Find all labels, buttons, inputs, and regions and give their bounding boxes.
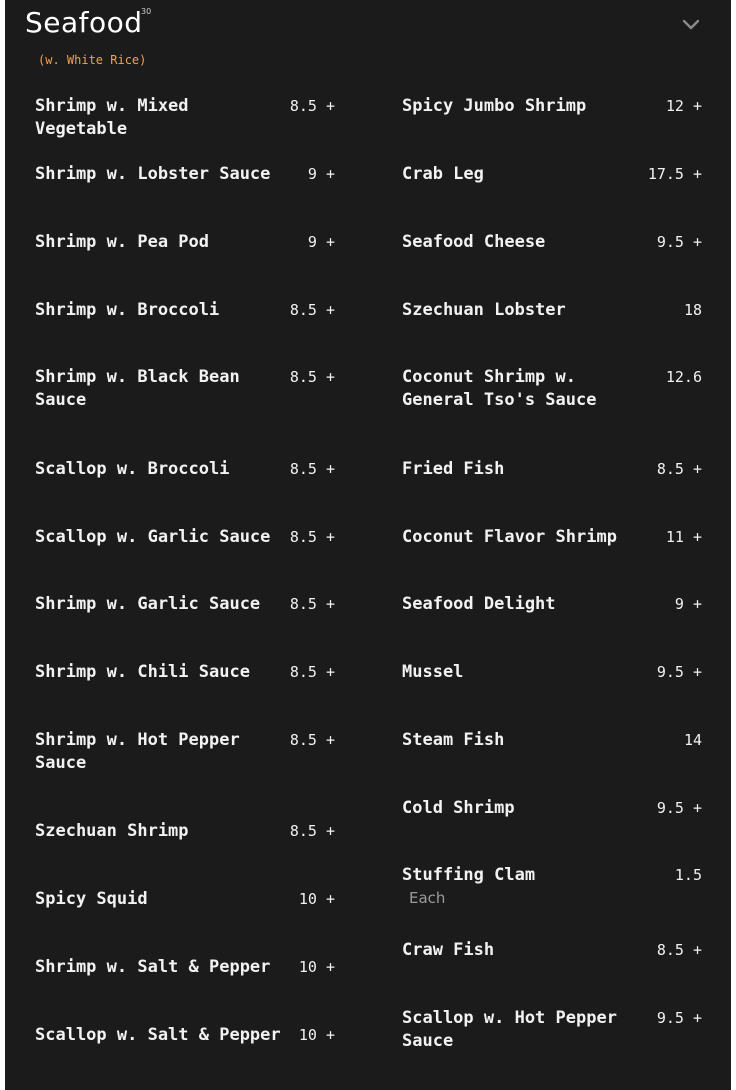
menu-item-price: 1.5 [674,866,702,884]
menu-item-name: Cold Shrimp [402,798,515,818]
menu-item-price: 8.5 + [289,97,335,115]
menu-item-name: Coconut Flavor Shrimp [402,527,617,547]
menu-item-name: Szechuan Lobster [402,300,566,320]
menu-item-price: 9.5 + [656,1009,702,1027]
menu-item-price: 8.5 + [289,460,335,478]
section-subtitle: (w. White Rice) [38,53,147,67]
menu-item-price: 9.5 + [656,799,702,817]
seafood-section [5,0,731,1090]
menu-item-price: 8.5 + [656,460,702,478]
menu-item-price: 9 + [307,165,335,183]
menu-item-name: Spicy Jumbo Shrimp [402,96,587,116]
menu-item-price: 10 + [298,958,335,976]
menu-item-name: Shrimp w. Garlic Sauce [35,594,261,614]
menu-item-name: Craw Fish [402,940,495,960]
menu-item-price: 8.5 + [289,595,335,613]
section-title: Seafood [25,6,143,39]
menu-item-name: Szechuan Shrimp [35,821,189,841]
item-count: 30 [141,7,152,16]
menu-item-name: Stuffing Clam [402,865,536,885]
menu-item-price: 8.5 + [289,822,335,840]
menu-item-name: Seafood Cheese [402,232,546,252]
menu-item-name: Shrimp w. Broccoli [35,300,220,320]
menu-item-price: 8.5 + [289,731,335,749]
menu-item-price: 8.5 + [289,301,335,319]
menu-item-price: 18 [683,301,702,319]
menu-item-name: Scallop w. Broccoli [35,459,230,479]
menu-item-note: Each [409,889,446,907]
menu-item-name: Shrimp w. Lobster Sauce [35,164,271,184]
menu-item-price: 10 + [298,1026,335,1044]
menu-item-name: Shrimp w. Chili Sauce [35,662,250,682]
menu-item-price: 9 + [674,595,702,613]
menu-item-price: 8.5 + [289,528,335,546]
menu-item-name: Scallop w. Salt & Pepper [35,1025,281,1045]
menu-item-name: Mussel [402,662,464,682]
menu-item-price: 9.5 + [656,233,702,251]
chevron-down-icon[interactable] [681,18,701,32]
menu-item-name: Shrimp w. Mixed Vegetable [35,96,189,139]
menu-item-name: Shrimp w. Hot Pepper Sauce [35,730,240,773]
menu-item-name: Crab Leg [402,164,484,184]
menu-item-name: Spicy Squid [35,889,148,909]
menu-item-price: 9 + [307,233,335,251]
menu-item-name: Seafood Delight [402,594,556,614]
menu-item-price: 11 + [665,528,702,546]
menu-item-price: 17.5 + [647,165,702,183]
menu-item-name: Scallop w. Hot Pepper Sauce [402,1008,617,1051]
menu-item-price: 9.5 + [656,663,702,681]
menu-item-name: Coconut Shrimp w. General Tso's Sauce [402,367,597,410]
menu-item-price: 8.5 + [656,941,702,959]
menu-item-name: Shrimp w. Salt & Pepper [35,957,271,977]
menu-item-name: Scallop w. Garlic Sauce [35,527,271,547]
menu-item-price: 10 + [298,890,335,908]
menu-item-price: 8.5 + [289,663,335,681]
menu-item-name: Steam Fish [402,730,505,750]
menu-item-name: Fried Fish [402,459,505,479]
menu-item-name: Shrimp w. Black Bean Sauce [35,367,240,410]
menu-item-name: Shrimp w. Pea Pod [35,232,209,252]
menu-item-price: 14 [683,731,702,749]
menu-item-price: 12 + [665,97,702,115]
menu-item-price: 12.6 [665,368,702,386]
menu-item-price: 8.5 + [289,368,335,386]
